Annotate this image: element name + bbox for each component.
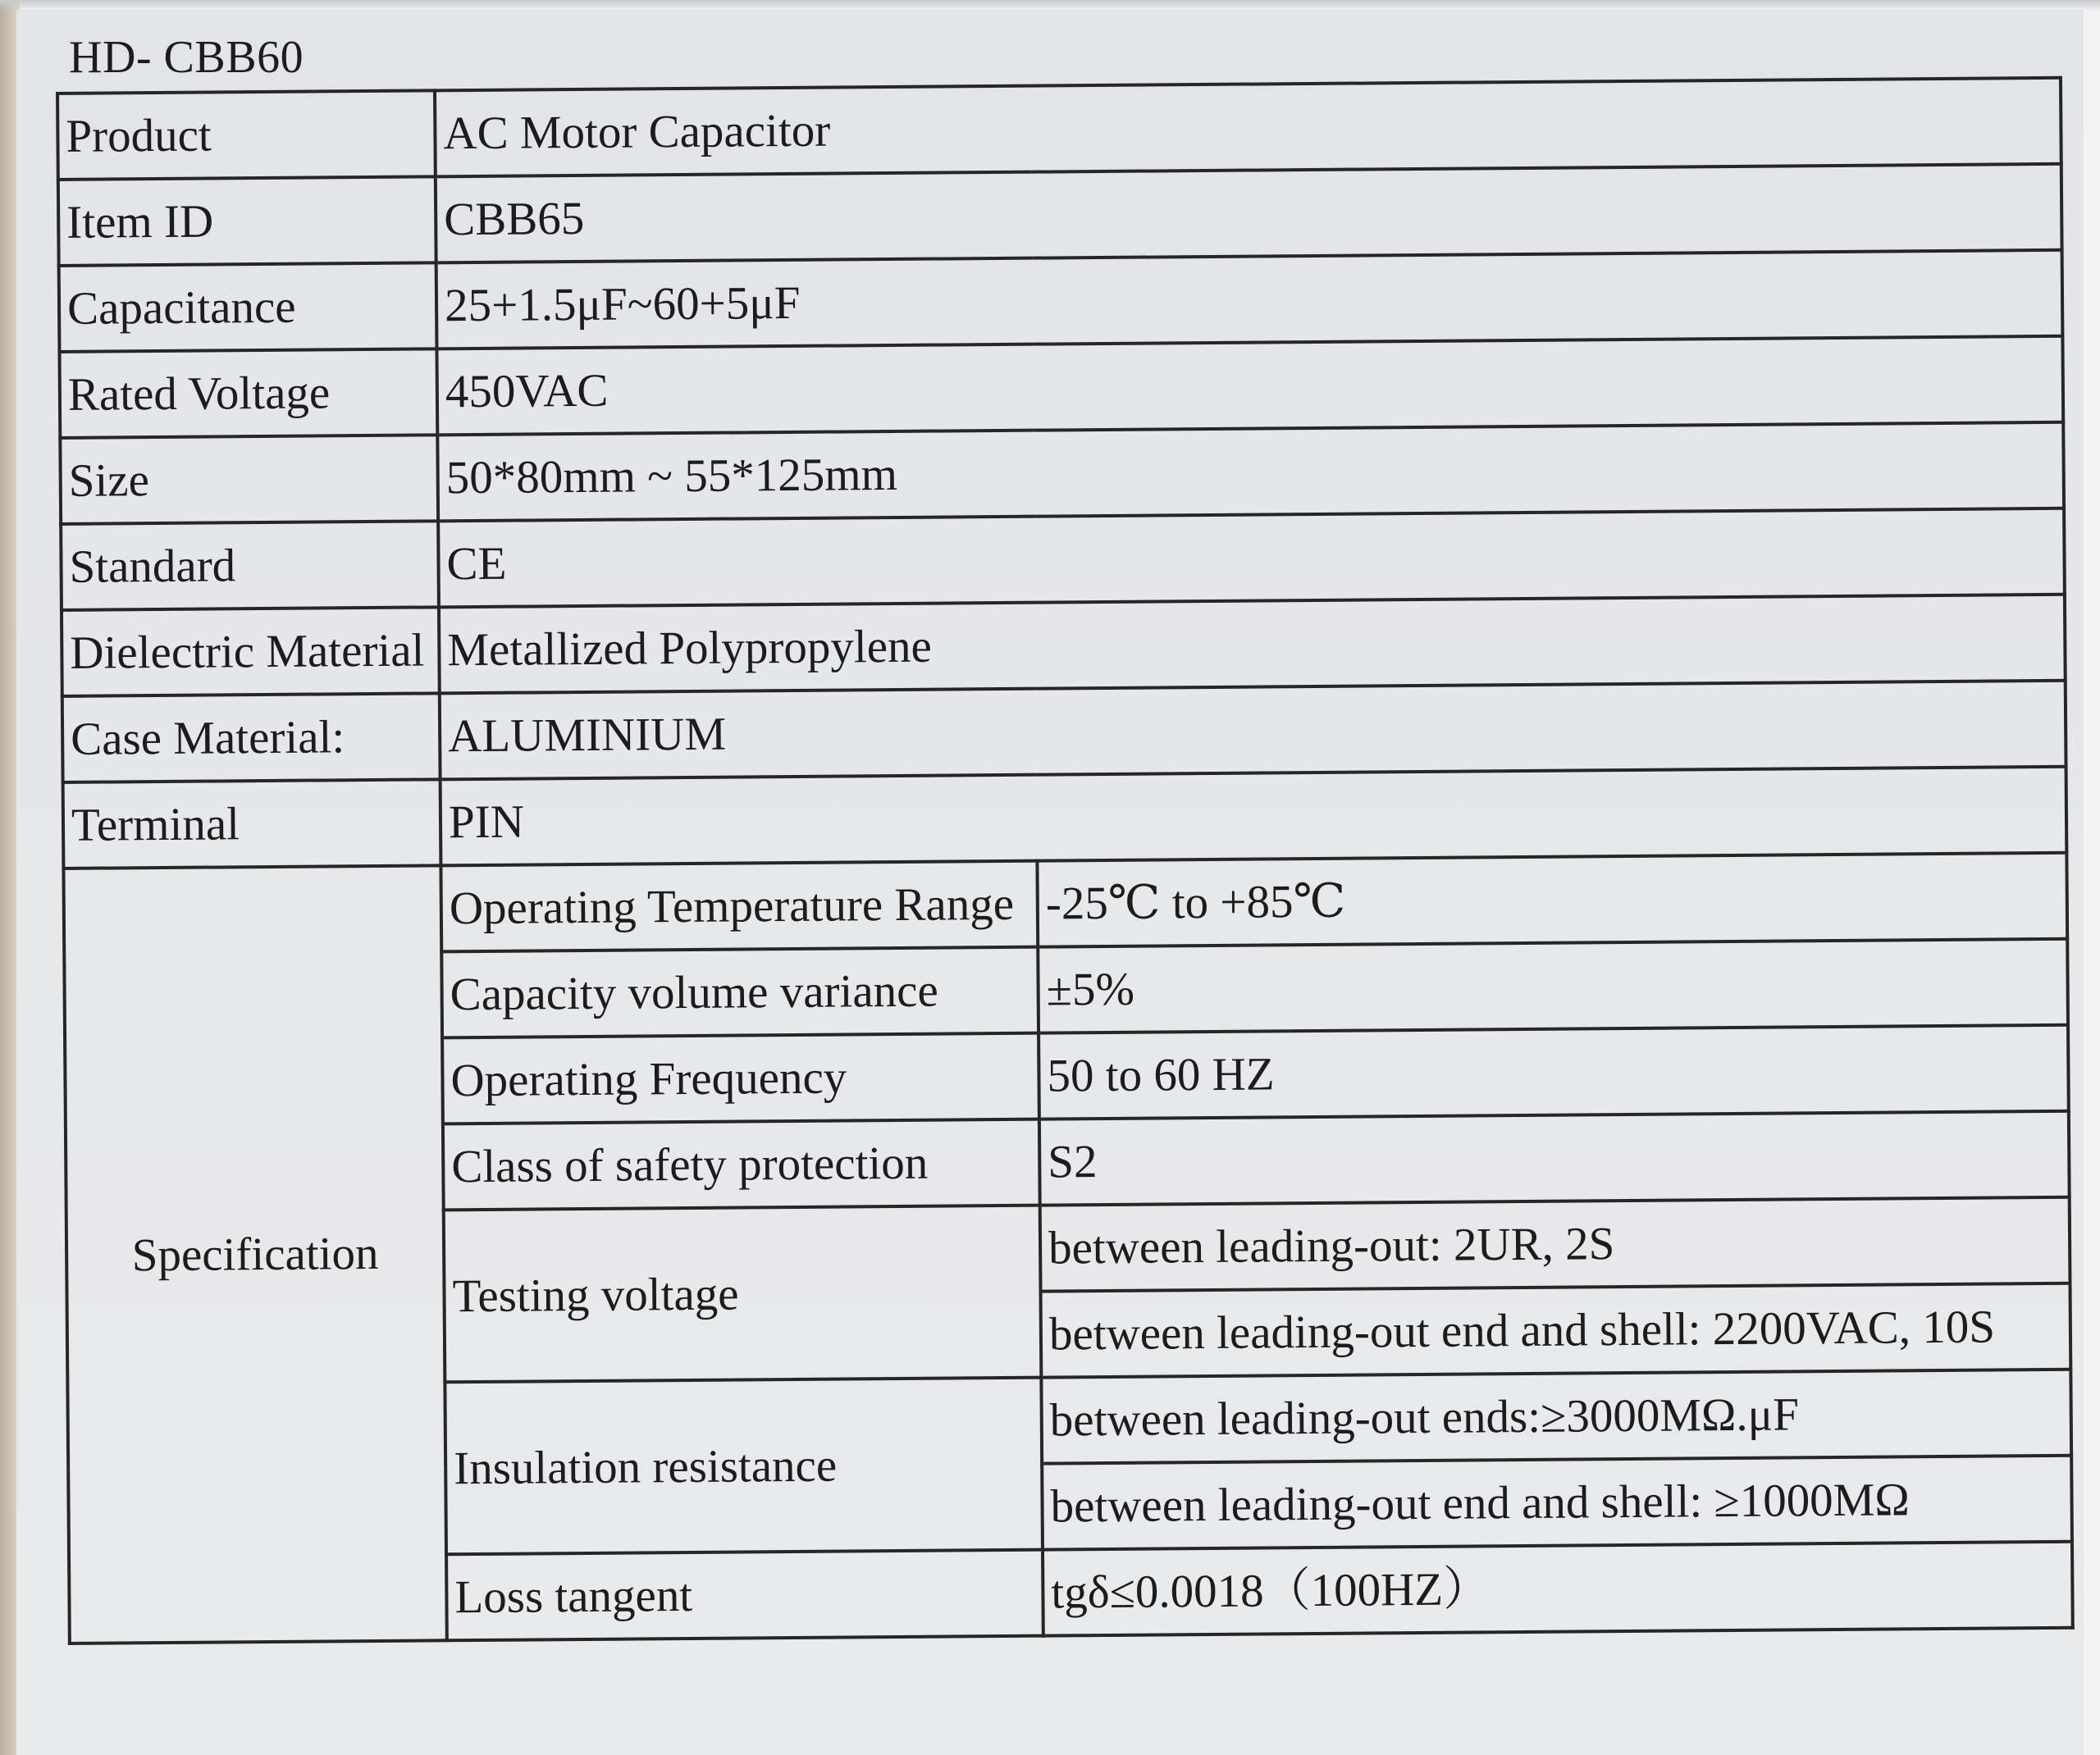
spec-table — [56, 76, 2075, 1645]
top-shadow — [0, 0, 2100, 11]
label-standard: Standard — [61, 521, 439, 610]
label-dielectric-material: Dielectric Material — [62, 607, 440, 696]
document-title: HD- CBB60 — [69, 32, 304, 83]
table-row — [61, 508, 2065, 610]
label-product: Product — [57, 90, 436, 180]
value-dielectric-material: Metallized Polypropylene — [439, 595, 2066, 694]
label-size: Size — [60, 435, 438, 524]
label-safety-class: Class of safety protection — [443, 1119, 1040, 1210]
table-row — [62, 595, 2066, 696]
label-specification: Specification — [63, 865, 446, 1643]
value-capacity-variance: ±5% — [1038, 939, 2068, 1033]
value-safety-class: S2 — [1039, 1111, 2070, 1206]
value-operating-frequency: 50 to 60 HZ — [1039, 1025, 2069, 1119]
value-case-material: ALUMINIUM — [440, 681, 2066, 780]
table-row — [63, 853, 2067, 955]
value-operating-temperature: -25℃ to +85℃ — [1037, 853, 2067, 947]
value-loss-tangent: tgδ≤0.0018（100HZ） — [1043, 1542, 2073, 1636]
value-standard: CE — [438, 508, 2065, 608]
value-insulation-resistance-1: between leading-out ends:≥3000MΩ.μF — [1041, 1370, 2071, 1464]
table-row — [62, 681, 2066, 782]
value-testing-voltage-1: between leading-out: 2UR, 2S — [1040, 1197, 2070, 1292]
label-testing-voltage: Testing voltage — [444, 1206, 1042, 1383]
value-testing-voltage-2: between leading-out end and shell: 2200VAC, 10S — [1041, 1283, 2071, 1378]
table-row — [63, 767, 2067, 868]
table-row — [58, 164, 2062, 266]
label-insulation-resistance: Insulation resistance — [445, 1378, 1043, 1555]
value-capacitance: 25+1.5μF~60+5μF — [436, 250, 2063, 349]
label-capacitance: Capacitance — [59, 262, 437, 352]
table-row — [57, 78, 2061, 180]
label-loss-tangent: Loss tangent — [446, 1550, 1043, 1641]
label-item-id: Item ID — [58, 176, 436, 266]
table-row — [59, 250, 2063, 352]
value-insulation-resistance-2: between leading-out end and shell: ≥1000MΩ — [1042, 1456, 2072, 1550]
value-rated-voltage: 450VAC — [436, 336, 2063, 435]
table-row — [59, 336, 2063, 438]
value-terminal: PIN — [441, 767, 2067, 866]
label-operating-temperature: Operating Temperature Range — [441, 861, 1038, 952]
label-operating-frequency: Operating Frequency — [442, 1033, 1039, 1124]
value-size: 50*80mm ~ 55*125mm — [437, 422, 2064, 522]
value-product: AC Motor Capacitor — [435, 78, 2061, 177]
label-rated-voltage: Rated Voltage — [59, 349, 437, 438]
label-capacity-variance: Capacity volume variance — [441, 947, 1039, 1038]
value-item-id: CBB65 — [436, 164, 2062, 263]
table-row — [60, 422, 2064, 524]
label-terminal: Terminal — [63, 779, 441, 868]
label-case-material: Case Material: — [62, 693, 441, 782]
